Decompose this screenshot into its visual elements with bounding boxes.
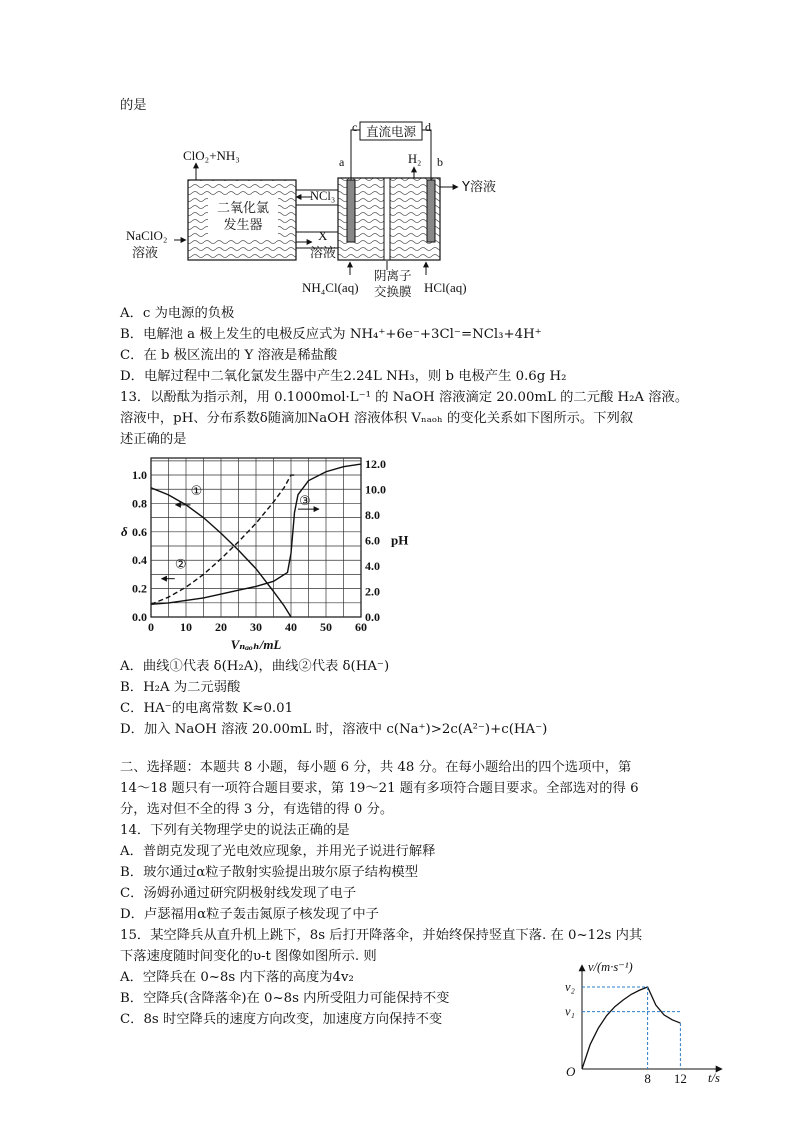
delta-tick-label: 1.0	[132, 468, 147, 483]
q15-option-c: C．8s 时空降兵的速度方向改变，加速度方向保持不变	[120, 1012, 443, 1027]
t12-tick-label: 12	[673, 1071, 687, 1086]
h2-label: H₂	[408, 152, 422, 166]
q12-option-d: D．电解过程中二氧化氯发生器中产生2.24L NH₃，则 b 电极产生 0.6g H₂	[120, 369, 567, 384]
x-tick-label: 0	[148, 620, 154, 634]
naclo2-label: NaClO₂	[126, 228, 168, 243]
velocity-time-chart	[0, 955, 794, 1085]
ph-tick-label: 0.0	[365, 610, 380, 624]
generator-label-2: 发生器	[223, 218, 263, 233]
terminal-d: d	[425, 120, 431, 134]
membrane-label-1: 阴离子	[374, 268, 412, 283]
delta-tick-label: 0.0	[132, 610, 147, 624]
x-tick-label: 40	[285, 620, 297, 634]
top-text: 的是	[120, 98, 147, 113]
section2-line-2: 14～18 题只有一项符合题目要求，第 19～21 题有多项符合题目要求。全部选对的得 6	[120, 781, 639, 796]
q13-stem-2: 溶液中，pH、分布系数δ随滴加NaOH 溶液体积 Vₙₐₒₕ 的变化关系如下图所示。下列叙	[120, 411, 634, 426]
x-tick-label: 10	[180, 620, 192, 634]
ph-tick-label: 12.0	[365, 457, 386, 472]
v1-tick-label: v₁	[565, 1004, 575, 1019]
anion-exchange-membrane	[384, 178, 390, 260]
q13-stem-1: 13．以酚酞为指示剂，用 0.1000mol·L⁻¹ 的 NaOH 溶液滴定 20.00mL 的二元酸 H₂A 溶液。	[120, 390, 689, 405]
q15-stem-2: 下落速度随时间变化的υ-t 图像如图所示. 则	[120, 949, 377, 964]
x-tick-label: 60	[355, 620, 367, 634]
terminal-c: c	[352, 120, 358, 134]
section2-line-1: 二、选择题：本题共 8 小题，每小题 6 分，共 48 分。在每小题给出的四个选项中，第	[120, 760, 632, 775]
curve-marker-2: ②	[174, 557, 187, 573]
delta-tick-label: 0.6	[132, 524, 147, 539]
curve-2	[151, 475, 295, 604]
ph-tick-label: 4.0	[365, 559, 380, 574]
q14-option-b: B．玻尔通过α粒子散射实验提出玻尔原子结构模型	[120, 865, 418, 880]
electrode-b-label: b	[437, 155, 443, 169]
naclo2-solution-label: 溶液	[132, 246, 159, 261]
section2-line-3: 分，选对但不全的得 3 分，有选错的得 0 分。	[120, 802, 394, 817]
vt-y-label: v/(m·s⁻¹)	[588, 960, 633, 974]
power-supply-label: 直流电源	[365, 124, 417, 139]
ph-tick-label: 10.0	[365, 482, 386, 497]
q15-option-a: A．空降兵在 0~8s 内下落的高度为4v₂	[120, 970, 354, 985]
vt-x-label: t/s	[708, 1071, 720, 1085]
ph-axis-label: pH	[391, 532, 409, 548]
x-tick-label: 50	[320, 620, 332, 634]
ph-tick-label: 8.0	[365, 508, 380, 523]
q12-option-b: B．电解池 a 极上发生的电极反应式为 NH₄⁺+6e⁻+3Cl⁻=NCl₃+4H⁺	[120, 327, 542, 342]
delta-tick-label: 0.4	[132, 553, 147, 568]
q14-option-c: C．汤姆孙通过研究阴极射线发现了电子	[120, 886, 357, 901]
x-label: X	[318, 228, 328, 243]
q14-option-d: D．卢瑟福用α粒子轰击氮原子核发现了中子	[120, 907, 379, 922]
q14-option-a: A．普朗克发现了光电效应现象，并用光子说进行解释	[120, 844, 436, 859]
q12-option-a: A．c 为电源的负极	[120, 306, 235, 321]
electrode-a	[347, 180, 355, 242]
x-tick-label: 20	[215, 620, 227, 634]
ph-tick-label: 6.0	[365, 533, 380, 548]
t8-tick-label: 8	[644, 1071, 651, 1086]
q15-option-b: B．空降兵(含降落伞)在 0~8s 内所受阻力可能保持不变	[120, 991, 450, 1006]
q14-stem: 14．下列有关物理学史的说法正确的是	[120, 823, 350, 838]
x-solution-label: 溶液	[310, 246, 337, 261]
q13-option-c: C．HA⁻的电离常数 K≈0.01	[120, 701, 294, 716]
titration-chart	[0, 450, 794, 650]
nh4cl-label: NH₄Cl(aq)	[302, 280, 359, 295]
ph-tick-label: 2.0	[365, 584, 380, 599]
vt-origin: O	[566, 1064, 576, 1079]
hcl-label: HCl(aq)	[424, 280, 467, 295]
q13-option-d: D．加入 NaOH 溶液 20.00mL 时，溶液中 c(Na⁺)>2c(A²⁻)+c(HA⁻)	[120, 722, 548, 737]
curve-marker-1: ①	[190, 483, 203, 499]
ncl3-label: NCl₃	[310, 189, 336, 203]
curve-marker-3: ③	[299, 493, 311, 509]
y-solution-label: Y溶液	[462, 180, 496, 195]
clo2-nh3-label: ClO₂+NH₃	[183, 148, 240, 163]
q13-stem-3: 述正确的是	[120, 432, 187, 447]
electrolysis-diagram	[0, 0, 794, 310]
v2-tick-label: v₂	[565, 980, 575, 994]
electrode-b	[427, 180, 435, 242]
delta-axis-label: δ	[121, 523, 128, 539]
q12-option-c: C．在 b 极区流出的 Y 溶液是稀盐酸	[120, 348, 338, 363]
q15-stem-1: 15．某空降兵从直升机上跳下，8s 后打开降落伞，并始终保持竖直下落. 在 0~12s 内其	[120, 928, 643, 943]
generator-label-1: 二氧化氯	[216, 201, 270, 216]
delta-tick-label: 0.2	[132, 581, 147, 596]
electrode-a-label: a	[339, 155, 345, 169]
membrane-label-2: 交换膜	[374, 284, 412, 299]
x-axis-label: Vₙₐₒₕ/mL	[230, 637, 282, 652]
q13-option-b: B．H₂A 为二元弱酸	[120, 680, 241, 695]
vt-curve	[582, 987, 680, 1069]
q13-option-a: A．曲线①代表 δ(H₂A)，曲线②代表 δ(HA⁻)	[120, 659, 390, 674]
delta-tick-label: 0.8	[132, 496, 147, 511]
x-tick-label: 30	[250, 620, 262, 634]
